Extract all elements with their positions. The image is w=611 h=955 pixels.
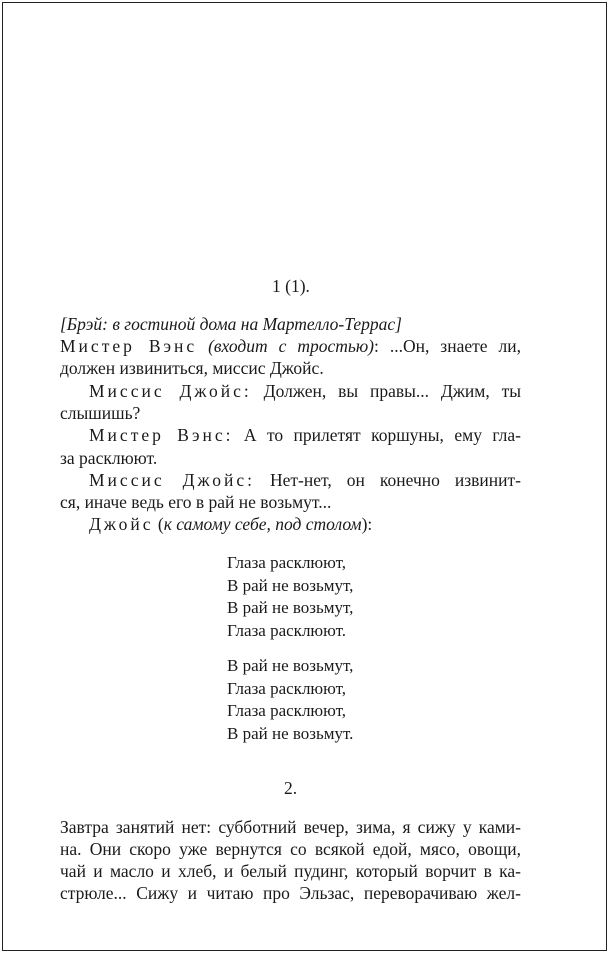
prose-line-4: стрюле... Сижу и читаю про Эльзас, переворачиваю жел- — [60, 883, 521, 903]
speaker-name: Миссис Джойс: — [89, 470, 255, 490]
speaker-name: Миссис Джойс: — [89, 381, 252, 401]
verse-line: Глаза расклюют, — [227, 701, 346, 721]
verse-line: В рай не возьмут, — [227, 575, 354, 595]
prose-line-3: чай и масло и хлеб, и белый пудинг, который ворчит в ка- — [60, 861, 521, 881]
dialogue-line-4b: ся, иначе ведь его в рай не возьмут... — [60, 492, 332, 512]
dialogue-text: А то прилетят коршуны, ему гла- — [233, 425, 521, 445]
verse-line: Глаза расклюют. — [227, 621, 346, 641]
verse-line: В рай не возьмут. — [227, 724, 354, 744]
speaker-name: Джойс — [89, 514, 154, 534]
dialogue-line-2b: слышишь? — [60, 403, 141, 423]
stage-note: (входит с тростью) — [208, 336, 374, 356]
dialogue-line-5 — [89, 514, 372, 534]
prose-line-1: Завтра занятий нет: субботний вечер, зима, я сижу у ками- — [60, 817, 521, 837]
verse-line: В рай не возьмут, — [227, 656, 354, 675]
dialogue-line-3b: за расклюют. — [60, 448, 158, 468]
section-heading-2: 2. — [284, 778, 298, 798]
prose-line-2: на. Они скоро уже вернутся со всякой едой, мясо, овощи, — [60, 839, 521, 859]
speaker-name: Мистер Вэнс: — [89, 425, 234, 445]
dialogue-line-1b: должен извиниться, миссис Джойс. — [60, 358, 324, 378]
paren-open: ( — [153, 514, 164, 534]
dialogue-line-1a — [60, 336, 521, 356]
stage-direction: [Брэй: в гостиной дома на Мартелло-Террас] — [60, 314, 402, 334]
verse-line: Глаза расклюют, — [227, 678, 346, 698]
dialogue-text: Должен, вы правы... Джим, ты — [251, 381, 522, 401]
section-heading-1: 1 (1). — [272, 276, 310, 296]
verse-stanza-2 — [227, 655, 353, 746]
dialogue-text: : ...Он, знаете ли, — [374, 336, 521, 356]
speaker-name: Мистер Вэнс — [60, 336, 198, 356]
dialogue-line-3a — [89, 425, 521, 445]
dialogue-text: Нет-нет, он конечно извинит- — [254, 470, 521, 490]
verse-line: В рай не возьмут, — [227, 598, 354, 618]
stage-note: к самому себе, под столом — [163, 514, 362, 534]
verse-stanza-1 — [227, 552, 353, 643]
paren-close: ): — [361, 514, 373, 534]
dialogue-line-4a — [89, 470, 521, 490]
dialogue-line-2a — [89, 381, 521, 401]
verse-line: Глаза расклюют, — [227, 553, 346, 572]
